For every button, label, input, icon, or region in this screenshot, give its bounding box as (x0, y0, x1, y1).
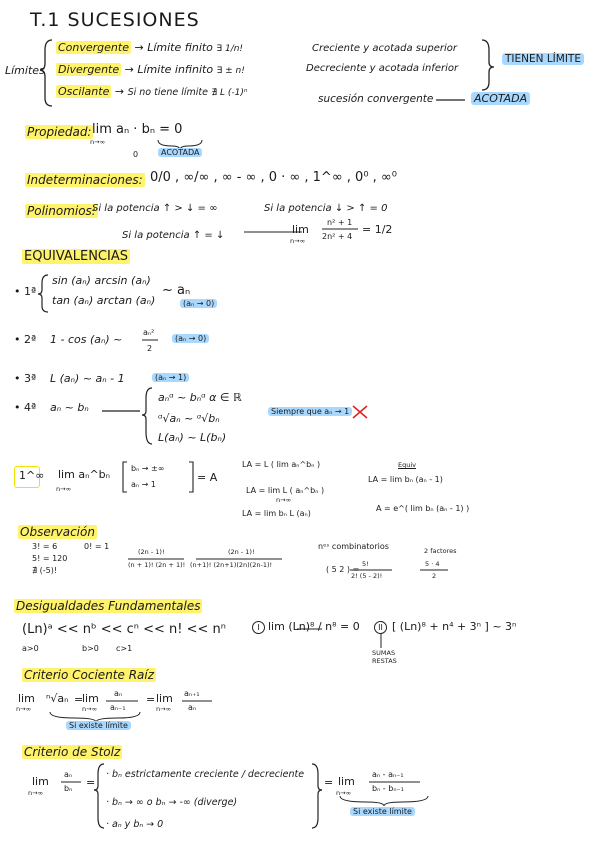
limite-row-convergente (56, 42, 243, 54)
cociente-lim-2: lim (82, 692, 99, 705)
stolz-label (22, 746, 122, 758)
cociente-root: ⁿ√aₙ (46, 692, 69, 705)
creciente-acotada: Creciente y acotada superior (312, 43, 457, 54)
e3-label: • 3ª (14, 372, 37, 385)
polinomios-text: Polinomios: (27, 204, 96, 218)
frac1-num: (2n - 1)! (138, 548, 165, 556)
fact-3: ∄ (-5)! (32, 566, 58, 575)
i-expr: lim (Ln)⁸ / n⁸ = 0 (268, 620, 360, 633)
stolz-eq-left: = (86, 776, 96, 789)
desc-convergente: Límite finito (147, 41, 213, 54)
cond-a: a>0 (22, 644, 39, 653)
stolz-rhs-den: bₙ - bₙ₋₁ (372, 784, 404, 793)
polinomios-label (25, 205, 98, 217)
indeterminaciones-text: Indeterminaciones: (27, 173, 143, 187)
comb-mid-den: 2! (5 - 2)! (351, 572, 383, 580)
i-label: I (252, 621, 265, 634)
polinomios-line1a: Si la potencia ↑ > ↓ = ∞ (92, 203, 218, 214)
e1-row1: sin (aₙ) arcsin (aₙ) (52, 274, 151, 287)
frac2-den: (n+1)! (2n+1)(2n)(2n-1)! (190, 561, 273, 569)
factores-label: 2 factores (424, 547, 457, 555)
stolz-rhs-lim: lim (338, 775, 355, 788)
cociente-sub-1: n→∞ (16, 705, 31, 713)
stolz-cond1: · bₙ estrictamente creciente / decreciente (106, 769, 305, 780)
comb-mid-num: 5! (362, 560, 369, 568)
e4-row2: ᵅ√aₙ ~ ᵅ√bₙ (158, 412, 220, 425)
observacion-text: Observación (20, 525, 95, 539)
la-line3: LA = lim bₙ L (aₙ) (242, 509, 311, 518)
e2-label: • 2ª (14, 333, 37, 346)
cociente-eq-1: = (74, 693, 84, 706)
cociente-eq-2: = (146, 693, 156, 706)
ii-label: II (374, 621, 387, 634)
one-inf-eqA: = A (197, 471, 218, 484)
kind-convergente: Convergente (58, 41, 129, 54)
polinomios-result: = 1/2 (362, 223, 393, 236)
e4-expr: aₙ ~ bₙ (50, 401, 89, 414)
arrow-icon: → (124, 63, 134, 76)
stolz-eq-right: = (324, 776, 334, 789)
e1-label-text: 1ª (24, 285, 37, 298)
e1-equiv: ~ aₙ (162, 283, 191, 298)
cond-c: c>1 (116, 644, 133, 653)
equivalencias-text: EQUIVALENCIAS (24, 249, 128, 264)
decreciente-acotada: Decreciente y acotada inferior (306, 63, 459, 74)
observacion-label (18, 526, 97, 538)
e2-cond (172, 335, 209, 343)
e3-expr: L (aₙ) ~ aₙ - 1 (50, 372, 125, 385)
e3-cond-text: (aₙ → 1) (152, 373, 189, 382)
stolz-den: bₙ (64, 784, 73, 793)
cociente-sub-2: n→∞ (82, 705, 97, 713)
one-inf-cond1: bₙ → ±∞ (131, 464, 165, 473)
indeterminaciones-expr: 0/0 , ∞/∞ , ∞ - ∞ , 0 · ∞ , 1^∞ , 0⁰ , ∞⁰ (150, 170, 397, 185)
desigualdades-expr: (Ln)ᵃ << nᵇ << cⁿ << n! << nⁿ (22, 622, 226, 637)
desigualdades-text: Desigualdades Fundamentales (16, 599, 201, 613)
polinomios-sub: n→∞ (290, 237, 305, 245)
stolz-cond2: · bₙ → ∞ o bₙ → -∞ (diverge) (106, 797, 238, 808)
a-equation: A = e^( lim bₙ (aₙ - 1) ) (376, 504, 470, 513)
e1-label: • 1ª (14, 285, 37, 298)
note-divergente: ∃ ± n! (216, 66, 245, 76)
page-title: T.1 SUCESIONES (30, 9, 200, 31)
arrow-icon: → (114, 85, 125, 98)
cociente-lim-3: lim (156, 692, 173, 705)
fact-2: 5! = 120 (32, 554, 68, 563)
propiedad-acotada-text: ACOTADA (158, 148, 202, 157)
stolz-note-text: Si existe límite (350, 807, 415, 816)
comb-label: nᵉˢ combinatorios (318, 542, 389, 551)
one-inf-cond2: aₙ → 1 (131, 480, 156, 489)
polinomios-line1b: Si la potencia ↓ > ↑ = 0 (264, 203, 388, 214)
stolz-cond3: · aₙ y bₙ → 0 (106, 819, 164, 830)
cociente-label (22, 669, 156, 681)
limites-label: Límites (5, 64, 45, 77)
e4-row1: aₙᵅ ~ bₙᵅ α ∈ ℝ (158, 391, 242, 404)
e4-note (268, 408, 352, 416)
cociente-note (66, 722, 131, 730)
desigualdades-label (14, 600, 202, 612)
la-line1: LA = L ( lim aₙ^bₙ ) (242, 460, 321, 469)
tienen-limite-badge (502, 54, 584, 65)
cociente-lim-1: lim (18, 692, 35, 705)
e1-cond (180, 300, 217, 308)
cociente-f2-den: aₙ (188, 703, 197, 712)
fact-zero: 0! = 1 (84, 542, 110, 551)
stolz-text: Criterio de Stolz (24, 745, 121, 759)
la-line2: LA = lim L ( aₙ^bₙ ) (246, 486, 325, 495)
polinomios-den: 2n² + 4 (322, 232, 353, 241)
comb-r-num: 5 · 4 (425, 560, 440, 568)
propiedad-label (25, 126, 93, 138)
comb-lhs: ( 5 2 ) = (326, 565, 360, 574)
frac1-den: (n + 1)! (2n + 1)! (128, 561, 186, 569)
e2-num: aₙ² (143, 328, 155, 337)
stolz-rhs-sub: n→∞ (336, 789, 351, 797)
restas-label: RESTAS (372, 657, 397, 665)
polinomios-line2: Si la potencia ↑ = ↓ (122, 230, 225, 241)
stolz-sub: n→∞ (28, 789, 43, 797)
one-inf-sub: n→∞ (56, 485, 71, 493)
cociente-f2-num: aₙ₊₁ (184, 689, 200, 698)
fact-1: 3! = 6 (32, 542, 58, 551)
note-oscilante: ∄ L (-1)ⁿ (211, 88, 248, 98)
indeterminaciones-label (25, 174, 145, 186)
equivalencias-heading (22, 250, 130, 263)
e2-expr: 1 - cos (aₙ) ~ (50, 333, 123, 346)
la-line4: LA = lim bₙ (aₙ - 1) (368, 475, 443, 484)
kind-divergente: Divergente (58, 63, 120, 76)
comb-r-den: 2 (432, 572, 437, 580)
sucesion-convergente: sucesión convergente (318, 93, 434, 105)
stolz-num: aₙ (64, 770, 73, 779)
one-inf-lim: lim aₙ^bₙ (58, 468, 111, 481)
stolz-note (350, 808, 415, 816)
e4-row3: L(aₙ) ~ L(bₙ) (158, 431, 227, 444)
polinomios-lim: lim (292, 223, 309, 236)
stolz-rhs-num: aₙ - aₙ₋₁ (372, 770, 404, 779)
limite-row-divergente (56, 64, 245, 76)
polinomios-num: n² + 1 (327, 218, 353, 227)
e3-cond (152, 374, 189, 382)
cociente-f1-den: aₙ₋₁ (110, 703, 126, 712)
note-convergente: ∃ 1/n! (216, 44, 244, 54)
propiedad-sub: n→∞ (90, 138, 105, 146)
acotada-text: ACOTADA (471, 92, 530, 105)
sumas-label: SUMAS (372, 649, 396, 657)
e2-cond-text: (aₙ → 0) (172, 334, 209, 343)
e2-den: 2 (147, 344, 153, 353)
frac2-num: (2n - 1)! (228, 548, 255, 556)
la-sub: n→∞ (276, 496, 291, 504)
cociente-sub-3: n→∞ (156, 705, 171, 713)
e1-row2: tan (aₙ) arctan (aₙ) (52, 294, 156, 307)
desc-divergente: Límite infinito (137, 63, 214, 76)
propiedad-zero: 0 (133, 150, 139, 159)
ii-expr: [ (Ln)⁸ + n⁴ + 3ⁿ ] ~ 3ⁿ (392, 620, 517, 633)
kind-oscilante: Oscilante (58, 85, 110, 98)
cociente-note-text: Si existe límite (66, 721, 131, 730)
equiv-label: Equiv (398, 461, 417, 469)
e1-cond-text: (aₙ → 0) (180, 299, 217, 308)
cond-b: b>0 (82, 644, 99, 653)
e4-note-text: Siempre que aₙ → 1 (268, 407, 352, 416)
limite-row-oscilante (56, 86, 247, 98)
tienen-limite-text: TIENEN LÍMITE (502, 53, 584, 65)
propiedad-expr: lim aₙ · bₙ = 0 (92, 122, 183, 137)
propiedad-text: Propiedad: (27, 125, 92, 139)
e4-label-text: 4ª (24, 401, 37, 414)
acotada-badge (471, 93, 530, 104)
cociente-text: Criterio Cociente Raíz (24, 668, 155, 682)
arrow-icon: → (134, 41, 144, 54)
propiedad-acotada (158, 149, 202, 157)
e4-label: • 4ª (14, 401, 37, 414)
desc-oscilante: Si no tiene límite (127, 87, 208, 98)
e2-label-text: 2ª (24, 333, 37, 346)
one-inf-label: 1^∞ (19, 469, 45, 482)
e3-label-text: 3ª (24, 372, 37, 385)
stolz-lim: lim (32, 775, 49, 788)
cociente-f1-num: aₙ (114, 689, 123, 698)
